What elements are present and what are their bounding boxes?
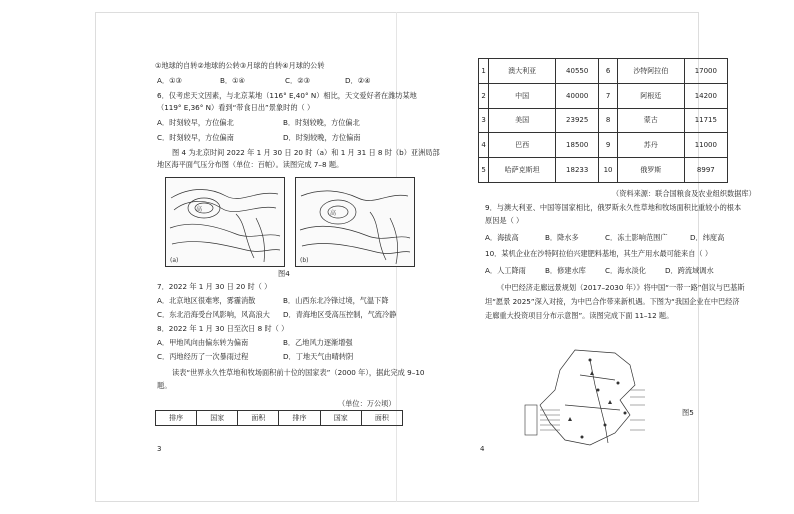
q10-option-d: D．跨流域调水 bbox=[665, 266, 714, 275]
q5-option-c: C．②③ bbox=[285, 76, 311, 85]
table-cell: 4 bbox=[479, 133, 489, 158]
q9-stem-2: 原因是（ ） bbox=[485, 216, 524, 225]
plan-intro-1: 《中巴经济走廊远景规划（2017–2030 年）》将中国“一带一路”倡议与巴基斯 bbox=[497, 283, 745, 292]
q10-option-a: A．人工降雨 bbox=[485, 266, 526, 275]
table-cell: 中国 bbox=[489, 83, 556, 108]
table-cell: 美国 bbox=[489, 108, 556, 133]
cpec-map bbox=[520, 345, 675, 450]
table-cell: 17000 bbox=[684, 59, 727, 84]
table-cell: 阿根廷 bbox=[617, 83, 684, 108]
q7-option-c: C．东北沿海受台风影响，风高浪大 bbox=[157, 310, 270, 319]
fig5-caption: 图5 bbox=[682, 408, 694, 417]
q10-option-b: B．修建水库 bbox=[545, 266, 586, 275]
table-cell: 18500 bbox=[556, 133, 599, 158]
q6-option-d: D．时刻较晚，方位偏南 bbox=[283, 133, 361, 142]
table-cell: 11000 bbox=[684, 133, 727, 158]
fig4-intro-2: 地区海平面气压分布图（单位：百帕）。读图完成 7–8 题。 bbox=[157, 160, 344, 169]
table-cell: 40550 bbox=[556, 59, 599, 84]
map-a-label: (a) bbox=[170, 257, 179, 264]
table-row bbox=[479, 83, 728, 108]
table-cell: 9 bbox=[599, 133, 617, 158]
q7-option-b: B．山西东北冷锋过境，气温下降 bbox=[283, 296, 389, 305]
grassland-table-body bbox=[478, 58, 728, 183]
table-row bbox=[479, 108, 728, 133]
table-cell: 2 bbox=[479, 83, 489, 108]
unit-label: （单位：万公顷） bbox=[338, 399, 396, 408]
table-cell: 23925 bbox=[556, 108, 599, 133]
q6-option-b: B．时刻较晚，方位偏北 bbox=[283, 118, 360, 127]
q5-option-b: B．①④ bbox=[220, 76, 246, 85]
table-cell: 蒙古 bbox=[617, 108, 684, 133]
table-row bbox=[479, 133, 728, 158]
q9-option-d: D．纬度高 bbox=[690, 233, 725, 242]
table-cell: 18233 bbox=[556, 158, 599, 183]
svg-text:高: 高 bbox=[196, 206, 203, 213]
pressure-map-b bbox=[295, 177, 415, 267]
page-number-right: 4 bbox=[480, 445, 485, 453]
read-instruction-1: 读表“世界永久性草地和牧场面积前十位的国家表”（2000 年），据此完成 9–10 bbox=[172, 368, 425, 377]
table-cell: 6 bbox=[599, 59, 617, 84]
table-cell: 8 bbox=[599, 108, 617, 133]
header-country-2: 国家 bbox=[320, 411, 361, 426]
q5-option-a: A．①③ bbox=[157, 76, 182, 85]
table-cell: 10 bbox=[599, 158, 617, 183]
q6-stem-2: （119° E,36° N）看到“带食日出”景象时的（ ） bbox=[157, 103, 315, 112]
table-cell: 40000 bbox=[556, 83, 599, 108]
q8-option-d: D．丁地天气由晴转阴 bbox=[283, 352, 354, 361]
q7-stem: 7．2022 年 1 月 30 日 20 时（ ） bbox=[157, 282, 272, 291]
header-country-1: 国家 bbox=[197, 411, 238, 426]
map-b-label: (b) bbox=[300, 257, 309, 264]
pressure-map-a bbox=[165, 177, 285, 267]
table-cell: 5 bbox=[479, 158, 489, 183]
table-row bbox=[479, 158, 728, 183]
table-cell: 澳大利亚 bbox=[489, 59, 556, 84]
table-cell: 苏丹 bbox=[617, 133, 684, 158]
q8-option-a: A．甲地风向由偏东转为偏南 bbox=[157, 338, 249, 347]
q8-stem: 8．2022 年 1 月 30 日至次日 8 时（ ） bbox=[157, 324, 289, 333]
table-cell: 1 bbox=[479, 59, 489, 84]
header-rank-1: 排序 bbox=[156, 411, 197, 426]
fig4-caption: 图4 bbox=[278, 269, 290, 278]
table-cell: 3 bbox=[479, 108, 489, 133]
table-row bbox=[479, 59, 728, 84]
q6-stem-1: 6．仅考虑天文因素，与北京某地（116° E,40° N）相比，天文爱好者在潍坊某地 bbox=[157, 91, 417, 100]
q5-option-d: D．②④ bbox=[345, 76, 371, 85]
q6-option-a: A．时刻较早，方位偏北 bbox=[157, 118, 234, 127]
table-cell: 俄罗斯 bbox=[617, 158, 684, 183]
header-rank-2: 排序 bbox=[279, 411, 320, 426]
table-cell: 14200 bbox=[684, 83, 727, 108]
q9-option-c: C．冻土影响范围广 bbox=[605, 233, 668, 242]
read-instruction-2: 题。 bbox=[157, 381, 172, 390]
q5-choice-line: ①地球的自转②地球的公转③月球的自转④月球的公转 bbox=[155, 61, 325, 70]
plan-intro-2: 坦“愿景 2025”深入对接，为中巴合作带来新机遇。下图为“我国企业在中巴经济 bbox=[485, 297, 740, 306]
q7-option-a: A．北京地区很难寒，雾霾消散 bbox=[157, 296, 256, 305]
grassland-table-header bbox=[155, 410, 403, 426]
table-cell: 11715 bbox=[684, 108, 727, 133]
q9-option-a: A．海拔高 bbox=[485, 233, 519, 242]
q8-option-c: C．丙地经历了一次暴雨过程 bbox=[157, 352, 249, 361]
q10-stem: 10．某机企业在沙特阿拉伯兴建肥料基地，其生产用水最可能来自（ ） bbox=[485, 249, 713, 258]
q7-option-d: D．青海地区受高压控制，气流冷静 bbox=[283, 310, 397, 319]
table-source: （资料来源：联合国粮食及农业组织数据库） bbox=[612, 189, 756, 198]
table-cell: 8997 bbox=[684, 158, 727, 183]
table-cell: 哈萨克斯坦 bbox=[489, 158, 556, 183]
header-area-1: 面积 bbox=[238, 411, 279, 426]
q10-option-c: C．海水淡化 bbox=[605, 266, 646, 275]
q6-option-c: C．时刻较早，方位偏南 bbox=[157, 133, 234, 142]
table-cell: 沙特阿拉伯 bbox=[617, 59, 684, 84]
header-area-2: 面积 bbox=[361, 411, 402, 426]
table-cell: 7 bbox=[599, 83, 617, 108]
table-cell: 巴西 bbox=[489, 133, 556, 158]
page-number-left: 3 bbox=[157, 445, 162, 453]
q9-option-b: B．降水多 bbox=[545, 233, 579, 242]
q9-stem-1: 9．与澳大利亚、中国等国家相比，俄罗斯永久性草地和牧场面积比重较小的根本 bbox=[485, 203, 742, 212]
svg-text:高: 高 bbox=[330, 210, 337, 217]
fig4-intro-1: 图 4 为北京时间 2022 年 1 月 30 日 20 时（a）和 1 月 31 日 8 时（b）亚洲局部 bbox=[172, 148, 440, 157]
q8-option-b: B．乙地风力逐渐增强 bbox=[283, 338, 353, 347]
plan-intro-3: 走廊重大投资项目分布示意图”。读图完成下面 11–12 题。 bbox=[485, 311, 674, 320]
